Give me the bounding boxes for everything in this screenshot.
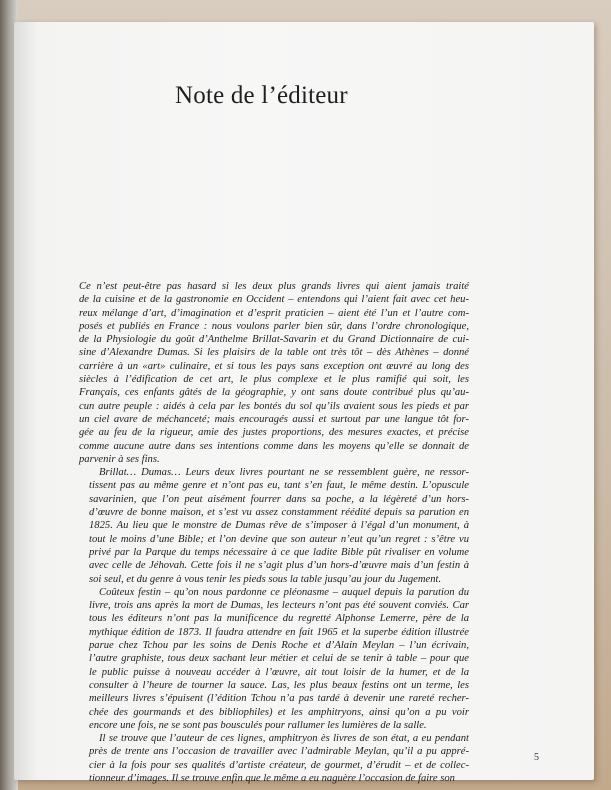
paragraph xyxy=(79,466,469,586)
page-number: 5 xyxy=(534,752,539,763)
text-line: de la cuisine et de la gastronomie en Occident – entendons qui l’aient fait avec cet heu- xyxy=(79,294,469,306)
text-line: Coûteux festin – qu’on nous pardonne ce pléonasme – auquel depuis la parution du xyxy=(99,586,469,598)
text-line: livre, trois ans après la mort de Dumas, les lecteurs n’ont pas été souvent conviés. Car xyxy=(89,600,469,612)
text-line: 1825. Au lieu que le monstre de Dumas rêve de s’imposer à l’égal d’un monument, à xyxy=(89,520,469,532)
text-line: gée au feu de la rigueur, amie des justes proportions, des mesures exactes, et précise xyxy=(79,427,469,439)
page-title: Note de l’éditeur xyxy=(175,82,348,109)
text-line: le public puisse à nouveau accéder à l’œuvre, ait tout loisir de la humer, et de la xyxy=(89,666,469,678)
text-line: Ce n’est peut-être pas hasard si les deux plus grands livres qui aient jamais traité xyxy=(79,281,469,292)
text-line: soi seul, et du genre à vous tenir les pieds sous la table jusqu’au jour du Jugement. xyxy=(89,573,442,585)
text-line: carrière à un «art» culinaire, et si tous les pays sans exception ont œuvré au long des xyxy=(79,360,469,372)
text-line: d’œuvre de bonne maison, et s’est vu assez constamment réédité depuis sa parution en xyxy=(89,507,469,519)
text-line: Brillat… Dumas… Leurs deux livres pourtant ne se ressemblent guère, ne ressor- xyxy=(99,467,469,479)
text-line: cier à la fois pour ses qualités d’artiste créateur, de gourmet, d’érudit – et de collec- xyxy=(89,759,469,771)
text-line: tout le moins d’une Bible; et l’on devine que son auteur n’eut qu’un regret : s’être vu xyxy=(89,533,469,545)
text-line: savarinien, que l’on peut aisément fourrer dans sa poche, a la légèreté d’un hors- xyxy=(89,493,469,505)
paragraph xyxy=(79,732,469,785)
text-line: cun autre peuple : aidés à cela par les bontés du sol qu’ils avaient sous les pieds et par xyxy=(79,400,469,412)
text-line: posés et publiés en France : nous voulons parler bien sûr, dans l’ordre chronologique, xyxy=(79,320,469,332)
text-line: privé par la Parque du temps nécessaire à ce que ladite Bible pût rivaliser en volume xyxy=(89,546,469,558)
text-line: sine d’Alexandre Dumas. Si les plaisirs de la table ont très tôt – dès Athènes – donné xyxy=(79,347,469,359)
book-page xyxy=(14,22,594,784)
paragraph xyxy=(79,280,469,466)
text-line: avec celle de Jéhovah. Cette fois il ne s’agit plus d’un hors-d’œuvre mais d’un festin à xyxy=(89,560,469,572)
paragraph xyxy=(79,586,469,732)
text-line: meilleurs livres s’épuisent (l’édition Tchou n’a pas tardé à devenir une rareté recher- xyxy=(89,693,469,705)
text-line: encore une fois, ne se sont pas bousculés pour rallumer les lumières de la salle. xyxy=(89,719,427,731)
text-line: de la Physiologie du goût d’Anthelme Brillat-Savarin et du Grand Dictionnaire de cui- xyxy=(79,334,469,346)
text-line: comme aucune autre dans ses intentions comme dans les moyens qu’elle se donnait de xyxy=(79,440,469,452)
text-line: tionneur d’images. Il se trouve enfin que le même a eu naguère l’occasion de faire son xyxy=(89,772,455,784)
text-line: mythique édition de 1873. Il faudra attendre en fait 1965 et la superbe édition illustrée xyxy=(89,626,469,638)
text-line: près de trente ans l’occasion de travailler avec l’admirable Meylan, qu’il a pu appré- xyxy=(89,746,469,758)
text-line: parvenir à ses fins. xyxy=(79,453,160,465)
text-line: tous les éditeurs n’ont pas la munificence du regretté Alphonse Lemerre, père de la xyxy=(89,613,469,625)
text-line: parue chez Tchou par les soins de Denis Roche et d’Alain Meylan – l’un écrivain, xyxy=(89,640,469,652)
text-line: siècles à l’édification de cet art, le plus complexe et le plus ramifié qui soit, les xyxy=(79,374,469,386)
text-line: Il se trouve que l’auteur de ces lignes, amphitryon ès livres de son état, a eu pendant xyxy=(99,733,469,745)
body-text xyxy=(79,280,469,785)
text-line: chée des gourmands et des bibliophiles) et les amphitryons, ainsi qu’on a pu voir xyxy=(89,706,469,718)
text-line: tissent pas au même genre et n’ont pas eu, tant s’en faut, le même destin. L’opuscule xyxy=(89,480,469,492)
text-line: Français, ces enfants gâtés de la géographie, y ont sans doute contribué plus qu’au- xyxy=(79,387,469,399)
text-line: consulter à l’heure de tourner la sauce. Las, les plus beaux festins ont un terme, les xyxy=(89,679,469,691)
text-line: reux mélange d’art, d’imagination et d’esprit praticien – aient été l’un et l’autre com- xyxy=(79,307,469,319)
text-line: un ciel avare de méchanceté; mais encouragés aussi et surtout par une langue tôt for- xyxy=(79,413,469,425)
text-line: l’autre graphiste, tous deux sachant leur métier et celui de se tenir à table – pour que xyxy=(89,653,469,665)
